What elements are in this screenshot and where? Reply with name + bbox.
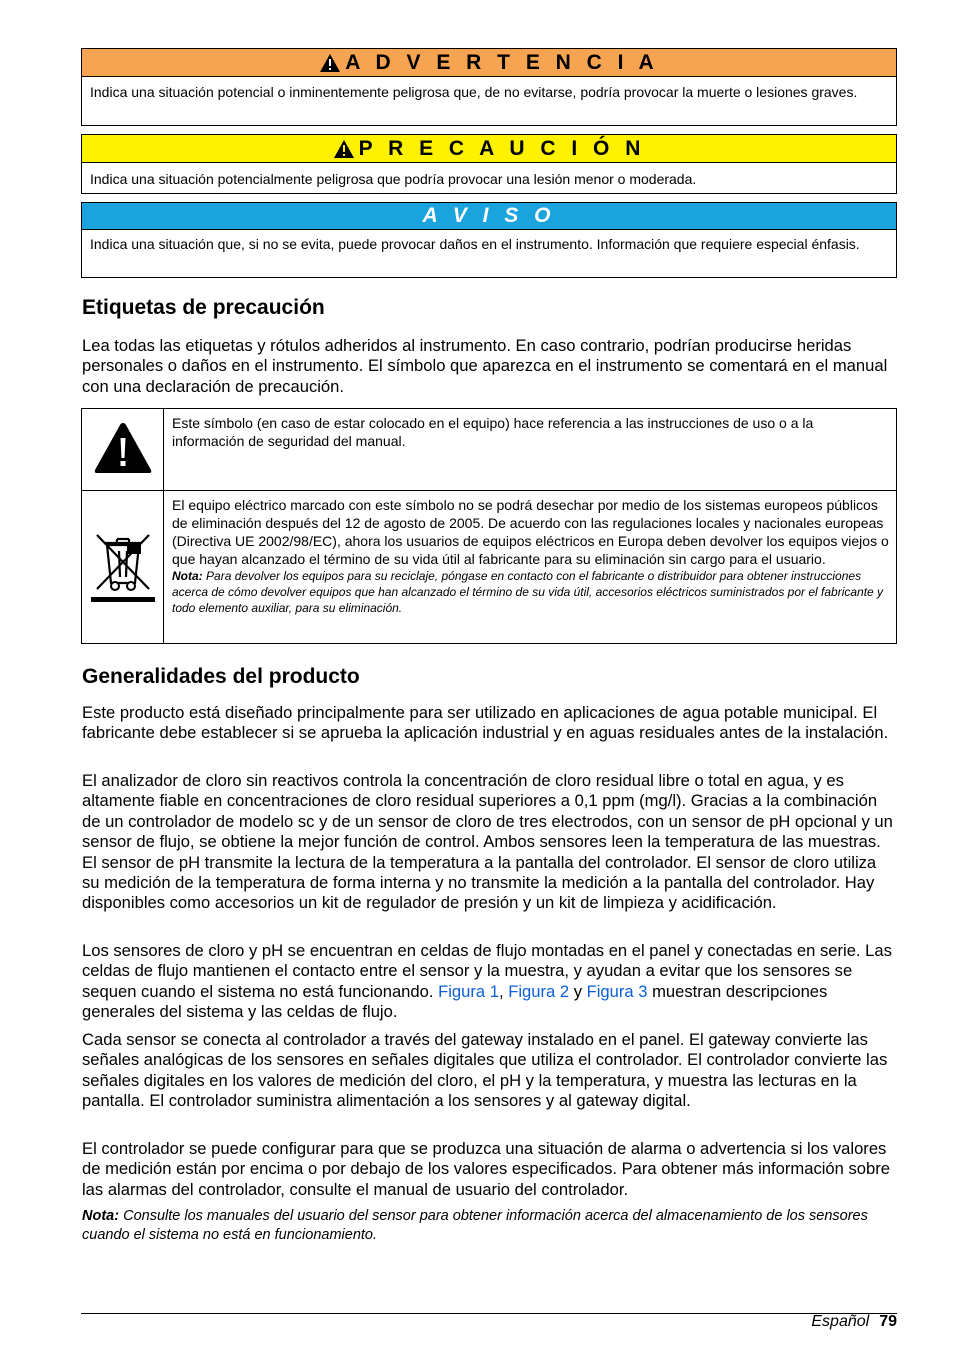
overview-paragraph-5: El controlador se puede configurar para que se produzca una situación de alarma o advertencia si los valores de medición están por encima o por debajo de los valores especificados. Para obtener más información sobre las alarmas del controlador, consulte el manual de usuario del controlador. xyxy=(82,1139,891,1199)
warning-icon xyxy=(333,139,355,159)
section-heading-product-overview: Generalidades del producto xyxy=(82,665,360,688)
note-label: Nota: xyxy=(172,569,203,583)
section-heading-precaution-labels: Etiquetas de precaución xyxy=(82,296,325,319)
crossed-out-bin-icon xyxy=(89,523,157,607)
figure-2-link[interactable]: Figura 2 xyxy=(508,981,570,1001)
note-text: Para devolver los equipos para su reciclaje, póngase en contacto con el fabricante o distribuidor para obtener instrucciones acerca de cómo devolver equipos que han alcanzado el término de su vida útil, accesorios eléctricos suministrados por el fabricante y todo elemento auxiliar, para su eliminación. xyxy=(172,569,884,615)
warning-header xyxy=(82,49,896,77)
notice-text: Indica una situación que, si no se evita, puede provocar daños en el instrumento. Información que requiere especial énfasis. xyxy=(90,236,860,252)
p3-separator: y xyxy=(569,981,587,1001)
caution-header xyxy=(82,135,896,163)
page-number: 79 xyxy=(879,1313,897,1330)
overview-paragraph-2: El analizador de cloro sin reactivos controla la concentración de cloro residual libre o total en agua, y es altamente fiable en concentraciones de cloro residual superiores a 0,1 ppm (mg/l). Gracias a la combinación de un controlador de modelo sc y de un sensor de cloro de tres electrodos, con un sensor de pH opcional y un sensor de flujo, se obtiene la mejor función de control. Ambos sensores leen la temperatura de las muestras. El sensor de pH transmite la lectura de la temperatura a la pantalla del controlador. El sensor de cloro utiliza su medición de la temperatura de forma interna y no transmite la medición a la pantalla del controlador. Hay disponibles como accesorios un kit de regulador de presión y un kit de limpieza y acidificación. xyxy=(82,771,893,913)
weee-text: El equipo eléctrico marcado con este símbolo no se podrá desechar por medio de los sistemas europeos públicos de eliminación después del 12 de agosto de 2005. De acuerdo con las regulaciones locales y nacionales europeas (Directiva UE 2002/98/EC), ahora los usuarios de equipos eléctricos en Europa deben devolver los equipos viejos o que hayan alcanzado el término de su vida útil al fabricante para su eliminación sin cargo para el usuario. xyxy=(172,497,889,567)
footer-divider xyxy=(81,1313,897,1314)
note-label: Nota: xyxy=(82,1208,120,1224)
figure-1-link[interactable]: Figura 1 xyxy=(438,981,499,1001)
p3-text: Los sensores de cloro y pH se encuentran en celdas de flujo montadas en el panel y conectadas en serie. Las celdas de flujo mantienen el contacto entre el sensor y la muestra, y ayudan a evitar que los sensores se sequen cuando el sistema no está funcionando. xyxy=(82,941,892,1001)
symbol-description xyxy=(164,491,897,644)
notice-box xyxy=(81,202,897,278)
symbol-cell xyxy=(82,491,164,644)
page-footer xyxy=(811,1312,897,1332)
precaution-intro: Lea todas las etiquetas y rótulos adheridos al instrumento. En caso contrario, podrían producirse heridas personales o daños en el instrumento. El símbolo que aparezca en el instrumento se comentará en el manual con una declaración de precaución. xyxy=(82,336,888,396)
warning-text: Indica una situación potencial o inminentemente peligrosa que, de no evitarse, podría provocar la muerte o lesiones graves. xyxy=(90,84,858,100)
symbol-table xyxy=(81,408,897,644)
symbol-description: Este símbolo (en caso de estar colocado en el equipo) hace referencia a las instrucciones de uso o a la información de seguridad del manual. xyxy=(164,409,897,491)
p3-separator: , xyxy=(498,981,509,1001)
figure-3-link[interactable]: Figura 3 xyxy=(586,981,648,1001)
warning-notice xyxy=(81,48,897,126)
weee-note xyxy=(172,568,889,616)
p3-text-after: muestran descripciones generales del sistema y las celdas de flujo. xyxy=(82,981,828,1022)
caution-notice xyxy=(81,134,897,194)
symbol-cell xyxy=(82,409,164,491)
warning-icon xyxy=(319,53,341,73)
storage-note xyxy=(82,1207,896,1245)
overview-paragraph-1: Este producto está diseñado principalmente para ser utilizado en aplicaciones de agua potable municipal. El fabricante debe establecer si se aprueba la aplicación industrial y en aguas residuales antes de la instalación. xyxy=(82,703,889,743)
notice-title: A V I S O xyxy=(422,204,556,227)
warning-title: A D V E R T E N C I A xyxy=(345,50,659,74)
warning-triangle-icon xyxy=(92,420,154,476)
caution-title: P R E C A U C I Ó N xyxy=(358,136,646,160)
footer-language: Español xyxy=(811,1313,870,1330)
table-row xyxy=(82,491,897,644)
note-text: Consulte los manuales del usuario del sensor para obtener información acerca del almacenamiento de los sensores cuando el sistema no está en funcionamiento. xyxy=(82,1208,868,1243)
notice-header xyxy=(82,203,896,230)
table-row xyxy=(82,409,897,491)
caution-text: Indica una situación potencialmente peligrosa que podría provocar una lesión menor o moderada. xyxy=(90,171,697,187)
overview-paragraph-4: Cada sensor se conecta al controlador a través del gateway instalado en el panel. El gateway convierte las señales analógicas de los sensores en señales digitales que utiliza el controlador. El controlador convierte las señales digitales en los valores de medición del cloro, el pH y la temperatura, y muestra las lecturas en la pantalla. El controlador suministra alimentación a los sensores y al gateway digital. xyxy=(82,1030,888,1111)
overview-paragraph-3 xyxy=(82,941,896,1023)
